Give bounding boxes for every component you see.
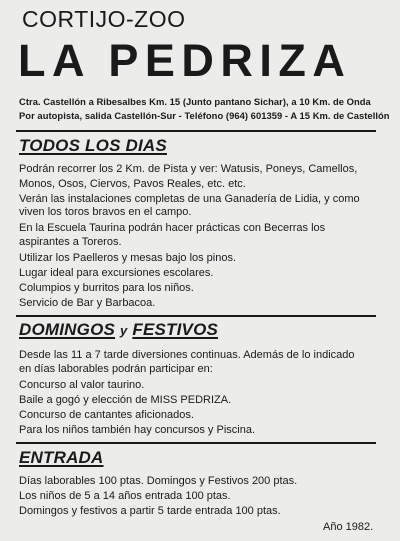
section-heading-todos-los-dias xyxy=(19,136,167,156)
section-line: Baile a gogó y elección de MISS PEDRIZA. xyxy=(19,394,232,406)
section-line: Monos, Osos, Ciervos, Pavos Reales, etc. etc. xyxy=(19,178,246,190)
top-title: CORTIJO-ZOO xyxy=(22,6,186,32)
main-title: LA PEDRIZA xyxy=(18,35,352,86)
section-line: Verán las instalaciones completas de una Ganadería de Lidia, y como xyxy=(19,193,360,205)
address-line-2: Por autopista, salida Castellón-Sur - Teléfono (964) 601359 - A 15 Km. de Castellón xyxy=(19,110,390,121)
section-line: Columpios y burritos para los niños. xyxy=(19,282,194,294)
section-heading-text: FESTIVOS xyxy=(132,320,219,339)
section-heading-text: TODOS LOS DIAS xyxy=(19,136,167,155)
divider xyxy=(16,130,376,132)
section-line: Domingos y festivos a partir 5 tarde entrada 100 ptas. xyxy=(19,505,281,517)
section-heading-text: y xyxy=(119,323,128,338)
address-line-1: Ctra. Castellón a Ribesalbes Km. 15 (Junto pantano Sichar), a 10 Km. de Onda xyxy=(19,96,371,107)
section-line: Días laborables 100 ptas. Domingos y Festivos 200 ptas. xyxy=(19,475,298,487)
section-line: viven los toros bravos en el campo. xyxy=(19,206,192,218)
section-line: Concurso de cantantes aficionados. xyxy=(19,409,194,421)
section-heading-text: DOMINGOS xyxy=(19,320,116,339)
section-line: Los niños de 5 a 14 años entrada 100 ptas. xyxy=(19,490,231,502)
section-line: En la Escuela Taurina podrán hacer prácticas con Becerras los xyxy=(19,222,326,234)
section-line: Podrán recorrer los 2 Km. de Pista y ver: Watusis, Poneys, Camellos, xyxy=(19,163,358,175)
section-line: Para los niños también hay concursos y Piscina. xyxy=(19,424,256,436)
divider xyxy=(16,315,376,317)
section-heading-text: ENTRADA xyxy=(19,448,104,467)
section-line: aspirantes a Toreros. xyxy=(19,236,122,248)
section-heading-entrada xyxy=(19,448,104,468)
section-line: Utilizar los Paelleros y mesas bajo los pinos. xyxy=(19,252,237,264)
section-line: Servicio de Bar y Barbacoa. xyxy=(19,297,156,309)
divider xyxy=(16,442,376,444)
year-label: Año 1982. xyxy=(323,521,374,533)
section-line: en días laborables podrán participar en: xyxy=(19,363,213,375)
section-line: Concurso al valor taurino. xyxy=(19,379,145,391)
section-line: Desde las 11 a 7 tarde diversiones continuas. Además de lo indicado xyxy=(19,349,355,361)
section-line: Lugar ideal para excursiones escolares. xyxy=(19,267,214,279)
section-heading-domingos-festivos xyxy=(19,320,218,340)
